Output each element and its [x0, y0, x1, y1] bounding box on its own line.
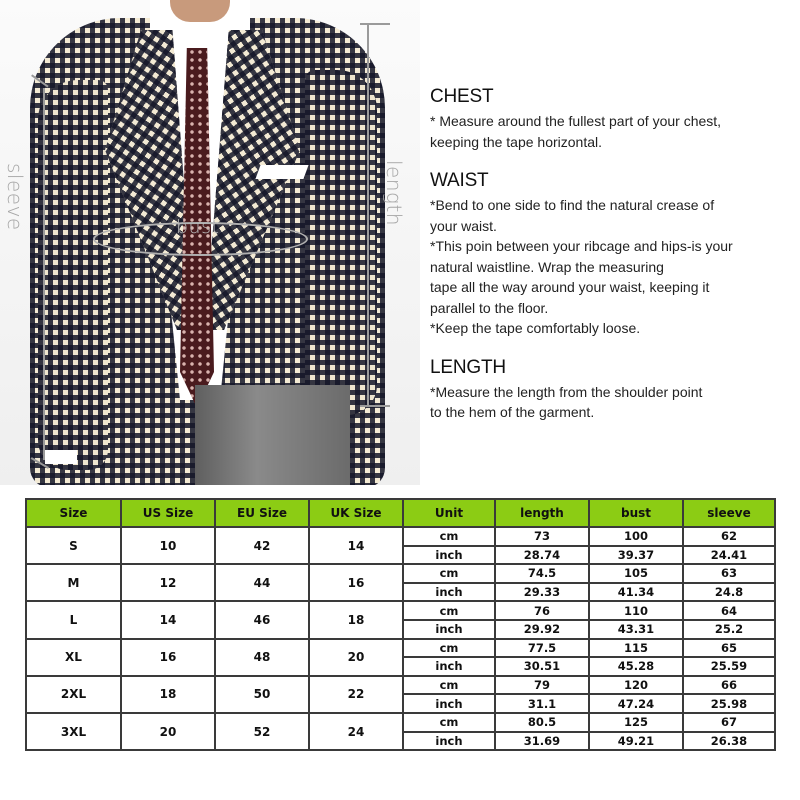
cell-sleeve: 25.59: [683, 657, 775, 676]
measurement-guide: [430, 86, 790, 441]
cell-uk-size: 18: [309, 601, 403, 638]
cell-length: 76: [495, 601, 589, 620]
waist-text-line: tape all the way around your waist, keeping it: [430, 279, 710, 295]
cell-length: 30.51: [495, 657, 589, 676]
cell-eu-size: 42: [215, 527, 309, 564]
cell-bust: 110: [589, 601, 683, 620]
cell-eu-size: 50: [215, 676, 309, 713]
cell-length: 28.74: [495, 546, 589, 565]
length-heading: LENGTH: [430, 356, 506, 378]
cell-unit: cm: [403, 527, 495, 546]
cell-size: 2XL: [26, 676, 121, 713]
neck: [170, 0, 230, 22]
cell-length: 77.5: [495, 639, 589, 658]
waist-heading: WAIST: [430, 170, 489, 191]
cell-bust: 49.21: [589, 732, 683, 751]
header-uk-size: UK Size: [309, 499, 403, 527]
cell-eu-size: 46: [215, 601, 309, 638]
cell-bust: 120: [589, 676, 683, 695]
product-photo: [0, 0, 420, 485]
waist-text-line: *Keep the tape comfortably loose.: [430, 320, 641, 336]
cell-unit: inch: [403, 732, 495, 751]
shirt-cuff: [45, 450, 77, 464]
cell-length: 80.5: [495, 713, 589, 732]
cell-length: 29.33: [495, 583, 589, 602]
size-chart-table: [25, 498, 776, 751]
cell-sleeve: 64: [683, 601, 775, 620]
table-row: [26, 527, 775, 546]
cell-sleeve: 66: [683, 676, 775, 695]
cell-size: M: [26, 564, 121, 601]
bust-label: bust: [176, 216, 220, 238]
guide-length: [430, 357, 790, 423]
cell-uk-size: 14: [309, 527, 403, 564]
header-us-size: US Size: [121, 499, 215, 527]
chest-heading: CHEST: [430, 86, 494, 107]
cell-length: 31.69: [495, 732, 589, 751]
cell-uk-size: 20: [309, 639, 403, 676]
table-row: [26, 713, 775, 732]
chest-text-line: * Measure around the fullest part of your chest,: [430, 113, 722, 129]
chest-text-line: keeping the tape horizontal.: [430, 133, 603, 150]
cell-bust: 45.28: [589, 657, 683, 676]
cell-unit: cm: [403, 639, 495, 658]
cell-uk-size: 16: [309, 564, 403, 601]
cell-us-size: 18: [121, 676, 215, 713]
cell-us-size: 14: [121, 601, 215, 638]
cell-length: 29.92: [495, 620, 589, 639]
waist-text-line: *This poin between your ribcage and hips-is your: [430, 238, 733, 254]
waist-text-line: *Bend to one side to find the natural crease of: [430, 197, 715, 213]
table-header-row: [26, 499, 775, 527]
cell-us-size: 16: [121, 639, 215, 676]
length-text-line: *Measure the length from the shoulder point: [430, 383, 703, 400]
grey-trousers: [195, 385, 350, 485]
cell-unit: inch: [403, 620, 495, 639]
cell-bust: 125: [589, 713, 683, 732]
table-row: [26, 639, 775, 658]
cell-unit: cm: [403, 564, 495, 583]
cell-size: L: [26, 601, 121, 638]
cell-unit: cm: [403, 713, 495, 732]
blazer-sleeve-left: [38, 80, 108, 470]
cell-uk-size: 24: [309, 713, 403, 750]
cell-unit: cm: [403, 676, 495, 695]
table-row: [26, 601, 775, 620]
guide-waist: [430, 170, 790, 339]
cell-eu-size: 52: [215, 713, 309, 750]
cell-us-size: 12: [121, 564, 215, 601]
cell-eu-size: 44: [215, 564, 309, 601]
cell-unit: inch: [403, 546, 495, 565]
cell-sleeve: 24.41: [683, 546, 775, 565]
cell-length: 31.1: [495, 694, 589, 713]
header-sleeve: sleeve: [683, 499, 775, 527]
cell-bust: 47.24: [589, 694, 683, 713]
length-text-line: to the hem of the garment.: [430, 404, 595, 420]
table-row: [26, 564, 775, 583]
cell-unit: inch: [403, 583, 495, 602]
cell-unit: inch: [403, 657, 495, 676]
cell-length: 74.5: [495, 564, 589, 583]
header-eu-size: EU Size: [215, 499, 309, 527]
header-unit: Unit: [403, 499, 495, 527]
cell-sleeve: 63: [683, 564, 775, 583]
cell-sleeve: 24.8: [683, 583, 775, 602]
pocket-square: [255, 165, 308, 179]
cell-us-size: 20: [121, 713, 215, 750]
sleeve-measure-line: [43, 88, 45, 460]
cell-sleeve: 67: [683, 713, 775, 732]
cell-bust: 115: [589, 639, 683, 658]
table-row: [26, 676, 775, 695]
cell-bust: 39.37: [589, 546, 683, 565]
cell-length: 73: [495, 527, 589, 546]
cell-bust: 100: [589, 527, 683, 546]
cell-us-size: 10: [121, 527, 215, 564]
cell-bust: 41.34: [589, 583, 683, 602]
waist-text-line: parallel to the floor.: [430, 299, 549, 316]
cell-sleeve: 26.38: [683, 732, 775, 751]
cell-unit: inch: [403, 694, 495, 713]
header-bust: bust: [589, 499, 683, 527]
cell-sleeve: 25.98: [683, 694, 775, 713]
cell-unit: cm: [403, 601, 495, 620]
sleeve-label: sleeve: [3, 163, 27, 231]
cell-sleeve: 25.2: [683, 620, 775, 639]
cell-bust: 105: [589, 564, 683, 583]
cell-size: 3XL: [26, 713, 121, 750]
header-length: length: [495, 499, 589, 527]
length-measure-cap-bottom: [360, 405, 390, 407]
header-size: Size: [26, 499, 121, 527]
cell-size: XL: [26, 639, 121, 676]
cell-eu-size: 48: [215, 639, 309, 676]
cell-sleeve: 65: [683, 639, 775, 658]
length-measure-line: [367, 23, 369, 405]
cell-size: S: [26, 527, 121, 564]
cell-sleeve: 62: [683, 527, 775, 546]
length-label: length: [382, 160, 406, 227]
waist-text-line: natural waistline. Wrap the measuring: [430, 258, 664, 275]
guide-chest: [430, 86, 790, 152]
cell-length: 79: [495, 676, 589, 695]
cell-bust: 43.31: [589, 620, 683, 639]
waist-text-line: your waist.: [430, 217, 497, 234]
length-measure-cap-top: [360, 23, 390, 25]
cell-uk-size: 22: [309, 676, 403, 713]
